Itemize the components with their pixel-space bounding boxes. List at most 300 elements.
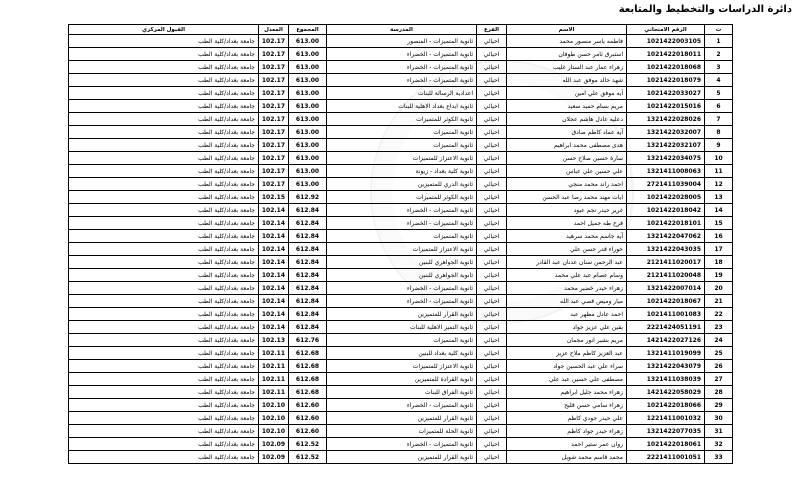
table-row xyxy=(69,386,733,399)
table-header-row xyxy=(69,25,733,35)
cell-school: ثانوية الاعتزاز للمتميزات xyxy=(327,152,477,165)
cell-index: 26 xyxy=(705,360,733,373)
cell-index: 16 xyxy=(705,230,733,243)
cell-school: ثانوية الجواهري للبنين xyxy=(327,269,477,282)
cell-acceptance: جامعة بغداد/كلية الطب xyxy=(69,230,259,243)
cell-exam-number: 1421422027126 xyxy=(627,334,705,347)
cell-total: 612.84 xyxy=(289,269,327,282)
cell-name: حوراء قدر حسن علي xyxy=(507,243,627,256)
cell-acceptance: جامعة بغداد/كلية الطب xyxy=(69,256,259,269)
cell-index: 32 xyxy=(705,438,733,451)
cell-rate: 102.17 xyxy=(259,152,289,165)
cell-name: وسام عصام عبد علي محمد xyxy=(507,269,627,282)
table-row xyxy=(69,334,733,347)
table-row xyxy=(69,48,733,61)
cell-name: زهراء محمد جليل ابراهيم xyxy=(507,386,627,399)
cell-school: ثانوية الكوثر للمتميزات xyxy=(327,191,477,204)
cell-rate: 102.14 xyxy=(259,308,289,321)
cell-index: 4 xyxy=(705,74,733,87)
cell-branch: احيائي xyxy=(477,165,507,178)
cell-total: 612.52 xyxy=(289,451,327,464)
cell-acceptance: جامعة بغداد/كلية الطب xyxy=(69,399,259,412)
cell-total: 612.84 xyxy=(289,217,327,230)
cell-exam-number: 2221424051191 xyxy=(627,321,705,334)
cell-acceptance: جامعة بغداد/كلية الطب xyxy=(69,425,259,438)
cell-name: ايات مهند محمد رضا عبد الحسن xyxy=(507,191,627,204)
table-row xyxy=(69,230,733,243)
cell-total: 612.76 xyxy=(289,334,327,347)
table-row xyxy=(69,152,733,165)
cell-exam-number: 1321422028026 xyxy=(627,113,705,126)
cell-name: زهراء عمار عبد الستار غليب xyxy=(507,61,627,74)
cell-school: ثانوية المتميزات - الخضراء xyxy=(327,295,477,308)
cell-total: 612.84 xyxy=(289,321,327,334)
cell-school: ثانوية المتميزات - الخضراء xyxy=(327,217,477,230)
cell-name: فاطمه ياسر منصور محمد xyxy=(507,35,627,48)
cell-acceptance: جامعة بغداد/كلية الطب xyxy=(69,347,259,360)
cell-exam-number: 1021422015016 xyxy=(627,100,705,113)
department-title: دائرة الدراسات والتخطيط والمتابعة xyxy=(618,4,792,15)
cell-rate: 102.13 xyxy=(259,334,289,347)
cell-rate: 102.09 xyxy=(259,438,289,451)
cell-acceptance: جامعة بغداد/كلية الطب xyxy=(69,412,259,425)
cell-total: 613.00 xyxy=(289,152,327,165)
cell-acceptance: جامعة بغداد/كلية الطب xyxy=(69,308,259,321)
cell-name: مصطفى علي حسين عبد علي xyxy=(507,373,627,386)
cell-name: آيه عماد كاظم صادق xyxy=(507,126,627,139)
cell-branch: احيائي xyxy=(477,334,507,347)
cell-exam-number: 1021411001083 xyxy=(627,308,705,321)
cell-index: 27 xyxy=(705,373,733,386)
cell-total: 613.00 xyxy=(289,48,327,61)
cell-exam-number: 1021422003105 xyxy=(627,35,705,48)
cell-rate: 102.14 xyxy=(259,204,289,217)
cell-exam-number: 2121411020048 xyxy=(627,269,705,282)
cell-rate: 102.14 xyxy=(259,243,289,256)
cell-branch: احيائي xyxy=(477,282,507,295)
cell-total: 612.84 xyxy=(289,204,327,217)
table-row xyxy=(69,347,733,360)
cell-exam-number: 1321422077035 xyxy=(627,425,705,438)
cell-rate: 102.14 xyxy=(259,321,289,334)
cell-acceptance: جامعة بغداد/كلية الطب xyxy=(69,126,259,139)
table-row xyxy=(69,425,733,438)
cell-name: علي حسين علي عباس xyxy=(507,165,627,178)
cell-name: عبد الرحمن سنان عدنان عبد القادر xyxy=(507,256,627,269)
cell-acceptance: جامعة بغداد/كلية الطب xyxy=(69,269,259,282)
cell-rate: 102.14 xyxy=(259,269,289,282)
cell-school: ثانوية التميز الاهلية للبنات xyxy=(327,321,477,334)
cell-branch: احيائي xyxy=(477,399,507,412)
table-row xyxy=(69,139,733,152)
cell-rate: 102.17 xyxy=(259,113,289,126)
cell-school: ثانوية المتميزات - الخضراء xyxy=(327,61,477,74)
cell-school: ثانوية ابداع بغداد الاهلية للبنات xyxy=(327,100,477,113)
cell-rate: 102.14 xyxy=(259,256,289,269)
cell-acceptance: جامعة بغداد/كلية الطب xyxy=(69,243,259,256)
table-row xyxy=(69,87,733,100)
cell-acceptance: جامعة بغداد/كلية الطب xyxy=(69,74,259,87)
cell-branch: احيائي xyxy=(477,191,507,204)
cell-index: 30 xyxy=(705,412,733,425)
cell-school: ثانوية المتميزات - الخضراء xyxy=(327,74,477,87)
cell-exam-number: 1021422018011 xyxy=(627,48,705,61)
cell-branch: احيائي xyxy=(477,87,507,100)
cell-exam-number: 1021422018067 xyxy=(627,295,705,308)
cell-total: 612.84 xyxy=(289,282,327,295)
cell-total: 612.52 xyxy=(289,438,327,451)
cell-school: ثانوية كلية بغداد للبنين xyxy=(327,347,477,360)
cell-total: 612.84 xyxy=(289,243,327,256)
table-row xyxy=(69,282,733,295)
cell-acceptance: جامعة بغداد/كلية الطب xyxy=(69,373,259,386)
cell-school: ثانوية المتميزات xyxy=(327,126,477,139)
table-row xyxy=(69,438,733,451)
cell-acceptance: جامعة بغداد/كلية الطب xyxy=(69,48,259,61)
cell-index: 1 xyxy=(705,35,733,48)
cell-total: 613.00 xyxy=(289,87,327,100)
table-row xyxy=(69,321,733,334)
cell-index: 22 xyxy=(705,308,733,321)
cell-total: 613.00 xyxy=(289,61,327,74)
cell-branch: احيائي xyxy=(477,347,507,360)
cell-index: 28 xyxy=(705,386,733,399)
cell-rate: 102.14 xyxy=(259,282,289,295)
cell-school: ثانوية الكوثر للمتميزات xyxy=(327,113,477,126)
cell-index: 2 xyxy=(705,48,733,61)
cell-rate: 102.17 xyxy=(259,87,289,100)
col-header-name: الاسم xyxy=(507,25,627,35)
table-row xyxy=(69,191,733,204)
cell-school: ثانوية المتميزات - الخضراء xyxy=(327,48,477,61)
cell-total: 612.84 xyxy=(289,256,327,269)
cell-branch: احيائي xyxy=(477,152,507,165)
cell-name: علي حيدر جودي كاظم xyxy=(507,412,627,425)
cell-total: 612.68 xyxy=(289,347,327,360)
cell-index: 8 xyxy=(705,126,733,139)
table-row xyxy=(69,308,733,321)
cell-acceptance: جامعة بغداد/كلية الطب xyxy=(69,204,259,217)
cell-school: اعدادية الرسالة للبنات xyxy=(327,87,477,100)
cell-rate: 102.14 xyxy=(259,230,289,243)
cell-total: 612.92 xyxy=(289,191,327,204)
cell-exam-number: 2721411039004 xyxy=(627,178,705,191)
cell-total: 613.00 xyxy=(289,35,327,48)
cell-exam-number: 2121411020017 xyxy=(627,256,705,269)
cell-total: 613.00 xyxy=(289,165,327,178)
cell-branch: احيائي xyxy=(477,373,507,386)
cell-index: 10 xyxy=(705,152,733,165)
cell-name: سارة حسين صلاح حسن xyxy=(507,152,627,165)
cell-name: استبرق ثامر حسن طوفان xyxy=(507,48,627,61)
cell-rate: 102.11 xyxy=(259,360,289,373)
cell-exam-number: 1321422032007 xyxy=(627,126,705,139)
cell-rate: 102.10 xyxy=(259,425,289,438)
table-row xyxy=(69,100,733,113)
cell-acceptance: جامعة بغداد/كلية الطب xyxy=(69,87,259,100)
cell-school: ثانوية المتميزات xyxy=(327,230,477,243)
cell-exam-number: 1321411038039 xyxy=(627,373,705,386)
cell-acceptance: جامعة بغداد/كلية الطب xyxy=(69,321,259,334)
cell-branch: احيائي xyxy=(477,243,507,256)
cell-acceptance: جامعة بغداد/كلية الطب xyxy=(69,100,259,113)
cell-acceptance: جامعة بغداد/كلية الطب xyxy=(69,152,259,165)
cell-index: 25 xyxy=(705,347,733,360)
cell-exam-number: 1321422043035 xyxy=(627,243,705,256)
cell-branch: احيائي xyxy=(477,230,507,243)
cell-total: 612.60 xyxy=(289,412,327,425)
table-row xyxy=(69,269,733,282)
table-row xyxy=(69,178,733,191)
cell-acceptance: جامعة بغداد/كلية الطب xyxy=(69,282,259,295)
cell-total: 612.84 xyxy=(289,295,327,308)
cell-branch: احيائي xyxy=(477,360,507,373)
cell-school: ثانوية المتميزات - الخضراء xyxy=(327,282,477,295)
cell-school: ثانوية المتميزات xyxy=(327,139,477,152)
cell-name: احمد راند محمد منجي xyxy=(507,178,627,191)
cell-branch: احيائي xyxy=(477,269,507,282)
cell-total: 613.00 xyxy=(289,139,327,152)
cell-rate: 102.11 xyxy=(259,386,289,399)
cell-acceptance: جامعة بغداد/كلية الطب xyxy=(69,451,259,464)
cell-exam-number: 1321422043079 xyxy=(627,360,705,373)
cell-acceptance: جامعة بغداد/كلية الطب xyxy=(69,113,259,126)
cell-branch: احيائي xyxy=(477,126,507,139)
cell-index: 21 xyxy=(705,295,733,308)
cell-name: زهراء سامي حسن قليح xyxy=(507,399,627,412)
cell-rate: 102.11 xyxy=(259,373,289,386)
cell-school: ثانوية القرار للمتميزين xyxy=(327,412,477,425)
cell-total: 613.00 xyxy=(289,178,327,191)
cell-acceptance: جامعة بغداد/كلية الطب xyxy=(69,295,259,308)
cell-exam-number: 1421422058029 xyxy=(627,386,705,399)
col-header-acceptance: القبول المركزي xyxy=(69,25,259,35)
table-row xyxy=(69,35,733,48)
cell-name: مريم بشير انور مجمان xyxy=(507,334,627,347)
cell-index: 20 xyxy=(705,282,733,295)
cell-school: ثانوية الدري للمتميزين xyxy=(327,178,477,191)
cell-branch: احيائي xyxy=(477,308,507,321)
cell-exam-number: 1021422018101 xyxy=(627,217,705,230)
cell-index: 23 xyxy=(705,321,733,334)
cell-branch: احيائي xyxy=(477,74,507,87)
cell-rate: 102.14 xyxy=(259,295,289,308)
table-row xyxy=(69,360,733,373)
cell-exam-number: 1321422034075 xyxy=(627,152,705,165)
cell-school: ثانوية القرادة للمتميزين xyxy=(327,373,477,386)
cell-index: 19 xyxy=(705,269,733,282)
cell-exam-number: 1321422007014 xyxy=(627,282,705,295)
cell-school: ثانوية الفراق للبنات xyxy=(327,386,477,399)
cell-branch: احيائي xyxy=(477,61,507,74)
cell-school: ثانوية الجواهري للبنين xyxy=(327,256,477,269)
results-table xyxy=(68,24,733,464)
cell-acceptance: جامعة بغداد/كلية الطب xyxy=(69,360,259,373)
cell-index: 31 xyxy=(705,425,733,438)
table-row xyxy=(69,113,733,126)
cell-acceptance: جامعة بغداد/كلية الطب xyxy=(69,61,259,74)
cell-rate: 102.17 xyxy=(259,165,289,178)
cell-rate: 102.14 xyxy=(259,217,289,230)
cell-name: محمد قاسم محمد شويل xyxy=(507,451,627,464)
cell-acceptance: جامعة بغداد/كلية الطب xyxy=(69,438,259,451)
cell-rate: 102.17 xyxy=(259,35,289,48)
cell-name: هدى مصطفى محمد ابراهيم xyxy=(507,139,627,152)
cell-branch: احيائي xyxy=(477,35,507,48)
cell-index: 14 xyxy=(705,204,733,217)
cell-index: 18 xyxy=(705,256,733,269)
cell-rate: 102.10 xyxy=(259,412,289,425)
cell-total: 612.68 xyxy=(289,360,327,373)
cell-index: 13 xyxy=(705,191,733,204)
cell-rate: 102.11 xyxy=(259,347,289,360)
cell-school: ثانوية المتميزات - الخضراء xyxy=(327,204,477,217)
cell-name: دعليه عادل هاشم عجلان xyxy=(507,113,627,126)
cell-branch: احيائي xyxy=(477,256,507,269)
cell-acceptance: جامعة بغداد/كلية الطب xyxy=(69,334,259,347)
table-row xyxy=(69,399,733,412)
cell-name: آيه جاسم محمد سرهيد xyxy=(507,230,627,243)
cell-exam-number: 1321411019099 xyxy=(627,347,705,360)
cell-school: ثانوية الحلة للمتميزات xyxy=(327,425,477,438)
cell-index: 29 xyxy=(705,399,733,412)
table-row xyxy=(69,295,733,308)
table-row xyxy=(69,74,733,87)
cell-exam-number: 2221411001051 xyxy=(627,451,705,464)
col-header-rate: المعدل xyxy=(259,25,289,35)
cell-rate: 102.10 xyxy=(259,399,289,412)
col-header-school: المدرسة xyxy=(327,25,477,35)
cell-index: 15 xyxy=(705,217,733,230)
cell-branch: احيائي xyxy=(477,295,507,308)
cell-school: ثانوية القرار للمتميزين xyxy=(327,451,477,464)
cell-index: 3 xyxy=(705,61,733,74)
col-header-exam-number: الرقم الامتحاني xyxy=(627,25,705,35)
cell-school: ثانوية الاعتزاز للمتميزات xyxy=(327,360,477,373)
cell-index: 11 xyxy=(705,165,733,178)
cell-total: 612.84 xyxy=(289,230,327,243)
col-header-index: ت xyxy=(705,25,733,35)
cell-rate: 102.17 xyxy=(259,61,289,74)
cell-name: آيه موفق علي امين xyxy=(507,87,627,100)
cell-acceptance: جامعة بغداد/كلية الطب xyxy=(69,139,259,152)
table-row xyxy=(69,204,733,217)
cell-school: ثانوية المتميزات - الخضراء xyxy=(327,399,477,412)
cell-branch: احيائي xyxy=(477,412,507,425)
cell-total: 613.00 xyxy=(289,126,327,139)
cell-exam-number: 1321422047062 xyxy=(627,230,705,243)
cell-branch: احيائي xyxy=(477,386,507,399)
cell-exam-number: 1021422033027 xyxy=(627,87,705,100)
cell-exam-number: 1021422018068 xyxy=(627,61,705,74)
cell-acceptance: جامعة بغداد/كلية الطب xyxy=(69,386,259,399)
cell-name: يقين علي عزيز جواد xyxy=(507,321,627,334)
cell-branch: احيائي xyxy=(477,48,507,61)
cell-school: ثانوية المتميزات - الخضراء xyxy=(327,438,477,451)
table-row xyxy=(69,373,733,386)
cell-name: عبد العزيز كاظم ملاح عزيز xyxy=(507,347,627,360)
cell-index: 17 xyxy=(705,243,733,256)
cell-index: 9 xyxy=(705,139,733,152)
cell-name: غرير حيدر نجم عبود xyxy=(507,204,627,217)
cell-school: ثانوية كلية بغداد - زيونة xyxy=(327,165,477,178)
cell-name: شهد خالد موفق عبد الله xyxy=(507,74,627,87)
col-header-branch: الفرع xyxy=(477,25,507,35)
cell-rate: 102.17 xyxy=(259,74,289,87)
cell-rate: 102.17 xyxy=(259,139,289,152)
cell-name: احمد عادل مظهر عبد xyxy=(507,308,627,321)
table-row xyxy=(69,165,733,178)
cell-name: روان عمر ستير احمد xyxy=(507,438,627,451)
cell-rate: 102.17 xyxy=(259,178,289,191)
cell-total: 612.68 xyxy=(289,386,327,399)
cell-rate: 102.17 xyxy=(259,48,289,61)
cell-branch: احيائي xyxy=(477,451,507,464)
cell-branch: احيائي xyxy=(477,438,507,451)
cell-total: 613.00 xyxy=(289,100,327,113)
col-header-total: المجموع xyxy=(289,25,327,35)
cell-branch: احيائي xyxy=(477,217,507,230)
cell-name: ميار وميض قصي عبد الله xyxy=(507,295,627,308)
cell-acceptance: جامعة بغداد/كلية الطب xyxy=(69,178,259,191)
cell-name: فرح طه جميل احمد xyxy=(507,217,627,230)
cell-school: ثانوية القرار للمتميزين xyxy=(327,308,477,321)
cell-branch: احيائي xyxy=(477,113,507,126)
table-row xyxy=(69,61,733,74)
cell-index: 24 xyxy=(705,334,733,347)
table-row xyxy=(69,126,733,139)
cell-acceptance: جامعة بغداد/كلية الطب xyxy=(69,35,259,48)
cell-school: ثانوية الاعتزاز للمتميزات xyxy=(327,243,477,256)
cell-index: 5 xyxy=(705,87,733,100)
cell-name: زهراء حيدر خضير محمد xyxy=(507,282,627,295)
cell-rate: 102.17 xyxy=(259,126,289,139)
cell-acceptance: جامعة بغداد/كلية الطب xyxy=(69,217,259,230)
cell-branch: احيائي xyxy=(477,139,507,152)
cell-name: مريم بسام حميد سعيد xyxy=(507,100,627,113)
cell-index: 12 xyxy=(705,178,733,191)
cell-exam-number: 1321411008063 xyxy=(627,165,705,178)
table-row xyxy=(69,412,733,425)
cell-branch: احيائي xyxy=(477,425,507,438)
cell-exam-number: 1021422018061 xyxy=(627,438,705,451)
table-row xyxy=(69,451,733,464)
cell-rate: 102.17 xyxy=(259,100,289,113)
cell-acceptance: جامعة بغداد/كلية الطب xyxy=(69,165,259,178)
cell-branch: احيائي xyxy=(477,204,507,217)
cell-name: زهراء حيدر جواد كاظم xyxy=(507,425,627,438)
cell-branch: احيائي xyxy=(477,178,507,191)
cell-branch: احيائي xyxy=(477,321,507,334)
cell-total: 612.60 xyxy=(289,399,327,412)
table-row xyxy=(69,217,733,230)
cell-exam-number: 1221411001032 xyxy=(627,412,705,425)
cell-rate: 102.15 xyxy=(259,191,289,204)
cell-rate: 102.09 xyxy=(259,451,289,464)
table-body xyxy=(69,35,733,464)
cell-acceptance: جامعة بغداد/كلية الطب xyxy=(69,191,259,204)
cell-branch: احيائي xyxy=(477,100,507,113)
cell-exam-number: 1321422032107 xyxy=(627,139,705,152)
cell-total: 613.00 xyxy=(289,113,327,126)
table-row xyxy=(69,256,733,269)
cell-total: 612.84 xyxy=(289,308,327,321)
cell-index: 6 xyxy=(705,100,733,113)
cell-exam-number: 1021422028005 xyxy=(627,191,705,204)
cell-name: سراء علي عبد الحسين جواد xyxy=(507,360,627,373)
cell-exam-number: 1021422018042 xyxy=(627,204,705,217)
cell-school: ثانوية المتميزات - المنصور xyxy=(327,35,477,48)
